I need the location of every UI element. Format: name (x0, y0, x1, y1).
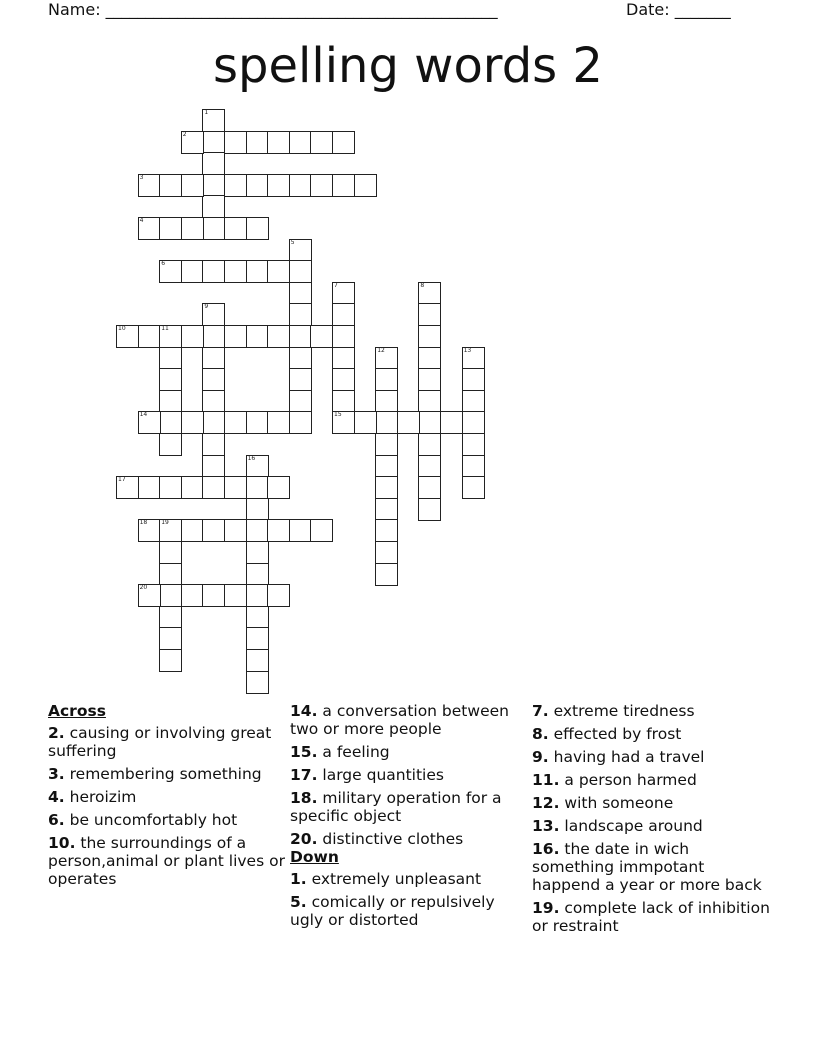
crossword-cell[interactable] (246, 627, 269, 650)
down-heading: Down (290, 848, 339, 866)
crossword-cell[interactable] (159, 476, 182, 499)
crossword-cell[interactable] (138, 411, 161, 434)
crossword-cell[interactable] (246, 563, 269, 586)
clue-number: 18 (139, 519, 148, 527)
crossword-cell[interactable] (375, 498, 398, 521)
clue-number: 8 (420, 281, 425, 289)
crossword-cell[interactable] (332, 390, 355, 413)
clue-down-8: 8. effected by frost (532, 725, 682, 743)
crossword-cell[interactable] (462, 390, 485, 413)
crossword-cell[interactable] (224, 131, 247, 154)
clue-across-3: 3. remembering something (48, 765, 262, 783)
crossword-cell[interactable] (267, 519, 290, 542)
name-field-label: Name: _________________________________________________ (48, 0, 498, 19)
clue-across-14: 14. a conversation between two or more people (290, 702, 509, 738)
crossword-cell[interactable] (246, 260, 269, 283)
clue-number: 5 (290, 238, 295, 246)
crossword-cell[interactable] (375, 433, 398, 456)
crossword-cell[interactable] (202, 260, 225, 283)
page-title: spelling words 2 (213, 38, 603, 94)
clue-number: 7 (334, 281, 338, 289)
clue-down-9: 9. having had a travel (532, 748, 705, 766)
crossword-cell[interactable] (418, 390, 441, 413)
clue-number: 2 (182, 130, 187, 138)
crossword-cell[interactable] (159, 606, 182, 629)
crossword-cell[interactable] (289, 282, 312, 305)
crossword-cell[interactable] (289, 411, 312, 434)
crossword-cell[interactable] (202, 368, 225, 391)
crossword-cell[interactable] (138, 174, 161, 197)
crossword-cell[interactable] (310, 131, 333, 154)
clue-down-19: 19. complete lack of inhibition or restraint (532, 899, 770, 935)
crossword-cell[interactable] (267, 260, 290, 283)
crossword-cell[interactable] (246, 541, 269, 564)
crossword-cell[interactable] (267, 131, 290, 154)
crossword-cell[interactable] (224, 325, 247, 348)
crossword-cell[interactable] (418, 498, 441, 521)
crossword-cell[interactable] (246, 671, 269, 694)
crossword-cell[interactable] (246, 476, 269, 499)
crossword-cell[interactable] (224, 584, 247, 607)
date-field-label: Date: _______ (626, 0, 731, 19)
crossword-cell[interactable] (246, 649, 269, 672)
clues-column-3 (532, 702, 772, 940)
crossword-cell[interactable] (310, 519, 333, 542)
crossword-cell[interactable] (224, 174, 247, 197)
crossword-cell[interactable] (267, 325, 290, 348)
clue-number: 10 (118, 325, 126, 332)
crossword-cell[interactable] (246, 584, 269, 607)
crossword-cell[interactable] (375, 347, 398, 370)
crossword-cell[interactable] (202, 303, 225, 326)
crossword-cell[interactable] (289, 239, 312, 262)
crossword-cell[interactable] (159, 519, 182, 542)
crossword-cell[interactable] (224, 411, 247, 434)
crossword-cell[interactable] (224, 260, 247, 283)
crossword-cell[interactable] (202, 476, 225, 499)
clue-number: 16 (247, 454, 256, 462)
crossword-cell[interactable] (202, 109, 225, 132)
clue-number: 6 (161, 260, 166, 268)
clue-across-15: 15. a feeling (290, 743, 390, 761)
clues-column-2 (290, 702, 528, 934)
crossword-cell[interactable] (246, 217, 269, 240)
crossword-cell[interactable] (267, 411, 290, 434)
crossword-cell[interactable] (462, 433, 485, 456)
clue-number: 14 (139, 411, 148, 419)
crossword-cell[interactable] (289, 303, 312, 326)
crossword-cell[interactable] (418, 476, 441, 499)
crossword-cell[interactable] (418, 282, 441, 305)
crossword-cell[interactable] (202, 152, 225, 175)
crossword-cell[interactable] (462, 455, 485, 478)
crossword-cell[interactable] (181, 584, 204, 607)
crossword-cell[interactable] (246, 325, 269, 348)
clue-down-11: 11. a person harmed (532, 771, 697, 789)
crossword-cell[interactable] (159, 347, 182, 370)
clues-column-1 (48, 702, 286, 893)
clue-down-1: 1. extremely unpleasant (290, 870, 482, 888)
crossword-cell[interactable] (202, 131, 225, 154)
clue-down-5: 5. comically or repulsively ugly or distorted (290, 893, 495, 929)
crossword-cell[interactable] (246, 131, 269, 154)
crossword-cell[interactable] (332, 174, 355, 197)
crossword-cell[interactable] (267, 476, 290, 499)
crossword-cell[interactable] (181, 325, 204, 348)
clue-down-13: 13. landscape around (532, 817, 703, 835)
clue-down-16: 16. the date in wich something immpotant happend a year or more back (532, 840, 762, 894)
crossword-cell[interactable] (332, 411, 355, 434)
crossword-cell[interactable] (397, 411, 420, 434)
crossword-cell[interactable] (159, 260, 182, 283)
crossword-cell[interactable] (354, 411, 377, 434)
crossword-cell[interactable] (224, 476, 247, 499)
crossword-cell[interactable] (159, 325, 182, 348)
crossword-cell[interactable] (267, 174, 290, 197)
crossword-cell[interactable] (332, 282, 355, 305)
clue-number: 15 (334, 411, 342, 419)
crossword-cell[interactable] (246, 455, 269, 478)
clue-across-4: 4. heroizim (48, 788, 137, 806)
crossword-cell[interactable] (375, 519, 398, 542)
crossword-cell[interactable] (159, 563, 182, 586)
crossword-cell[interactable] (418, 347, 441, 370)
clue-across-2: 2. causing or involving great suffering (48, 724, 272, 760)
crossword-cell[interactable] (418, 325, 441, 348)
crossword-cell[interactable] (246, 606, 269, 629)
crossword-cell[interactable] (181, 519, 204, 542)
clue-number: 11 (161, 325, 169, 332)
clue-number: 17 (118, 476, 126, 484)
crossword-cell[interactable] (138, 519, 161, 542)
crossword-cell[interactable] (138, 325, 161, 348)
crossword-cell[interactable] (375, 411, 398, 434)
crossword-cell[interactable] (289, 347, 312, 370)
crossword-cell[interactable] (289, 368, 312, 391)
crossword-cell[interactable] (246, 411, 269, 434)
crossword-cell[interactable] (418, 411, 441, 434)
crossword-cell[interactable] (289, 131, 312, 154)
crossword-cell[interactable] (246, 174, 269, 197)
crossword-cell[interactable] (181, 174, 204, 197)
crossword-cell[interactable] (138, 584, 161, 607)
crossword-cell[interactable] (267, 584, 290, 607)
crossword-cell[interactable] (202, 195, 225, 218)
clue-across-18: 18. military operation for a specific object (290, 789, 502, 825)
crossword-cell[interactable] (181, 476, 204, 499)
across-heading: Across (48, 702, 106, 720)
clue-across-17: 17. large quantities (290, 766, 444, 784)
crossword-cell[interactable] (202, 519, 225, 542)
crossword-cell[interactable] (159, 217, 182, 240)
crossword-cell[interactable] (159, 649, 182, 672)
crossword-cell[interactable] (202, 411, 225, 434)
crossword-cell[interactable] (159, 390, 182, 413)
crossword-cell[interactable] (159, 433, 182, 456)
clue-number: 19 (161, 519, 169, 527)
clue-number: 1 (204, 109, 209, 116)
crossword-cell[interactable] (159, 368, 182, 391)
crossword-cell[interactable] (418, 368, 441, 391)
crossword-cell[interactable] (462, 411, 485, 434)
crossword-cell[interactable] (375, 455, 398, 478)
crossword-cell[interactable] (375, 563, 398, 586)
crossword-cell[interactable] (332, 303, 355, 326)
crossword-cell[interactable] (159, 627, 182, 650)
crossword-cell[interactable] (462, 476, 485, 499)
crossword-cell[interactable] (289, 390, 312, 413)
crossword-cell[interactable] (310, 174, 333, 197)
crossword-cell[interactable] (418, 303, 441, 326)
crossword-cell[interactable] (375, 390, 398, 413)
clue-number: 13 (463, 346, 472, 354)
crossword-cell[interactable] (181, 411, 204, 434)
crossword-cell[interactable] (202, 347, 225, 370)
clue-across-20: 20. distinctive clothes (290, 830, 464, 848)
crossword-cell[interactable] (332, 347, 355, 370)
crossword-cell[interactable] (202, 174, 225, 197)
crossword-cell[interactable] (246, 519, 269, 542)
crossword-cell[interactable] (202, 455, 225, 478)
crossword-cell[interactable] (202, 584, 225, 607)
clue-across-6: 6. be uncomfortably hot (48, 811, 238, 829)
crossword-cell[interactable] (159, 541, 182, 564)
crossword-cell[interactable] (354, 174, 377, 197)
crossword-cell[interactable] (462, 368, 485, 391)
crossword-cell[interactable] (332, 325, 355, 348)
crossword-cell[interactable] (202, 325, 225, 348)
crossword-cell[interactable] (289, 519, 312, 542)
clue-across-10: 10. the surroundings of a person,animal or plant lives or operates (48, 834, 285, 888)
crossword-cell[interactable] (181, 260, 204, 283)
crossword-cell[interactable] (116, 325, 139, 348)
crossword-cell[interactable] (418, 455, 441, 478)
crossword-cell[interactable] (462, 347, 485, 370)
clue-down-12: 12. with someone (532, 794, 674, 812)
crossword-cell[interactable] (181, 217, 204, 240)
crossword-cell[interactable] (289, 174, 312, 197)
crossword-cell[interactable] (289, 325, 312, 348)
crossword-cell[interactable] (202, 433, 225, 456)
crossword-cell[interactable] (138, 217, 161, 240)
crossword-cell[interactable] (440, 411, 463, 434)
crossword-cell[interactable] (224, 217, 247, 240)
clue-number: 4 (139, 217, 144, 224)
crossword-cell[interactable] (418, 433, 441, 456)
crossword-cell[interactable] (224, 519, 247, 542)
crossword-cell[interactable] (138, 476, 161, 499)
clue-down-7: 7. extreme tiredness (532, 702, 695, 720)
crossword-cell[interactable] (202, 390, 225, 413)
crossword-cell[interactable] (181, 131, 204, 154)
clue-number: 9 (204, 303, 209, 311)
crossword-cell[interactable] (310, 325, 333, 348)
crossword-cell[interactable] (375, 541, 398, 564)
crossword-cell[interactable] (202, 217, 225, 240)
crossword-cell[interactable] (159, 584, 182, 607)
clue-number: 3 (139, 173, 144, 181)
crossword-cell[interactable] (116, 476, 139, 499)
crossword-cell[interactable] (289, 260, 312, 283)
clue-number: 12 (377, 346, 385, 354)
crossword-cell[interactable] (332, 131, 355, 154)
crossword-cell[interactable] (375, 476, 398, 499)
crossword-cell[interactable] (246, 498, 269, 521)
crossword-cell[interactable] (159, 174, 182, 197)
clue-number: 20 (139, 584, 148, 592)
crossword-cell[interactable] (332, 368, 355, 391)
crossword-cell[interactable] (375, 368, 398, 391)
crossword-cell[interactable] (159, 411, 182, 434)
